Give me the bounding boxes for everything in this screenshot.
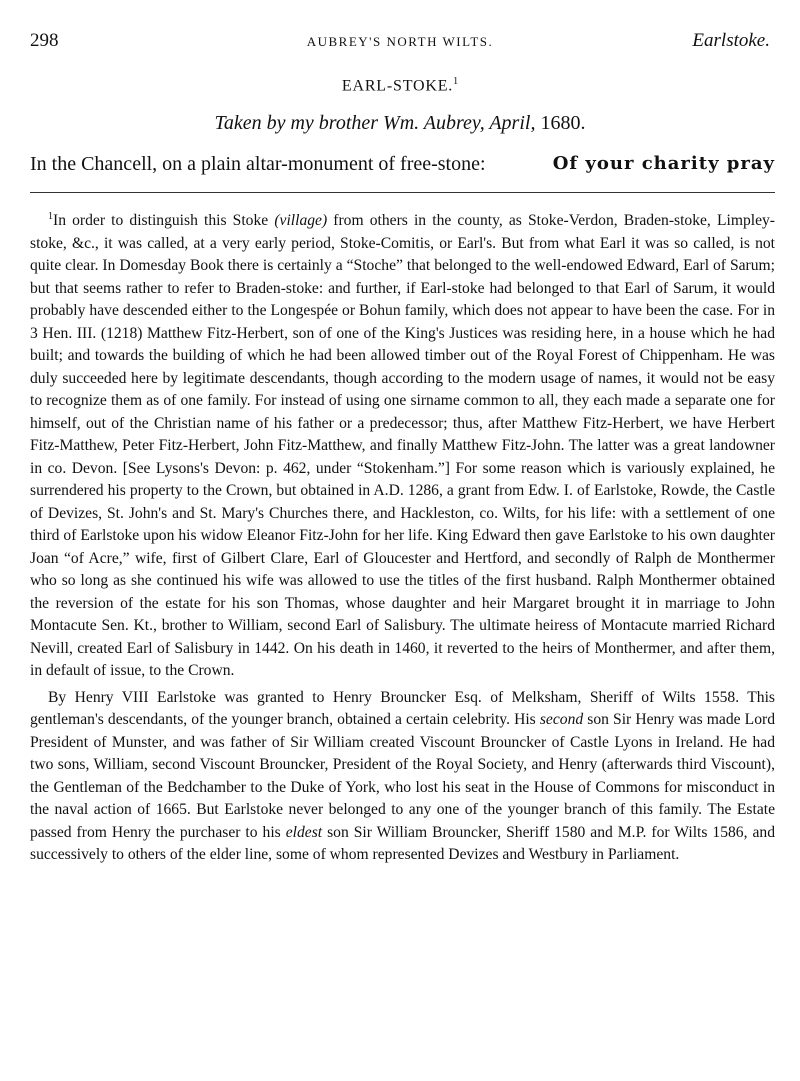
footnote-marker: 1 bbox=[48, 211, 53, 222]
section-heading bbox=[0, 76, 800, 95]
footnote-paragraph-2 bbox=[30, 687, 775, 867]
running-head bbox=[30, 30, 770, 56]
heading-footnote-marker: 1 bbox=[453, 76, 459, 87]
footnote-p2-second: second bbox=[539, 711, 584, 729]
footnote bbox=[30, 206, 775, 867]
intro-line bbox=[30, 153, 775, 176]
footnote-p2-middle: son Sir Henry was made Lord President of Munster, and was father of Sir William created Viscount Brouncker of Castle Lyons in Ireland. He had two sons, William, second Viscount Brouncker, President of the Royal Society, and Henry (afterwards third Viscount), the Gentleman of the Bedchamber to the Duke of York, who lost his seat in the House of Commons for misconduct in the naval action of 1665. But Earlstoke never belonged to any one of the younger branch of this family. The Estate passed from Henry the purchaser to his bbox=[30, 711, 775, 841]
footnote-p2-eldest: eldest bbox=[285, 823, 323, 841]
heading-title: EARL-STOKE. bbox=[341, 77, 454, 95]
footnote-paragraph-1 bbox=[30, 206, 775, 683]
footnote-p1-village: (village) bbox=[274, 212, 328, 230]
intro-text: In the Chancell, on a plain altar-monument of free-stone: bbox=[30, 153, 486, 175]
page-number: 298 bbox=[30, 30, 59, 51]
subheading-prefix: Taken by my brother Wm. Aubrey, April, bbox=[214, 112, 536, 134]
subheading-year: 1680. bbox=[540, 112, 586, 134]
intro-blackletter: Of your charity pray bbox=[552, 153, 775, 174]
footnote-divider bbox=[30, 192, 775, 193]
footnote-p2-start: By Henry VIII Earlstoke was granted to Henry Brouncker Esq. of Melksham, Sheriff of Wilts 1558. This gentleman's descendants, of the younger branch, obtained a certain celebrity. His bbox=[30, 688, 775, 729]
running-title: AUBREY'S NORTH WILTS. bbox=[306, 34, 494, 49]
subheading bbox=[0, 112, 800, 135]
section-tag: Earlstoke. bbox=[692, 30, 770, 51]
footnote-p2-end: son Sir William Brouncker, Sheriff 1580 and M.P. for Wilts 1586, and successively to others of the elder line, some of whom represented Devizes and Westbury in Parliament. bbox=[30, 823, 775, 864]
footnote-p1-start: In order to distinguish this Stoke bbox=[53, 212, 275, 230]
footnote-p1-rest: from others in the county, as Stoke-Verdon, Braden-stoke, Limpley-stoke, &c., it was called, at a very early period, Stoke-Comitis, or Earl's. But from what Earl it was so called, is not quite clear. In Domesday Book there is certainly a “Stoche” that belonged to the well-endowed Edward, Earl of Sarum; but that seems rather to refer to Braden-stoke: and further, if Earl-stoke had belonged to that Earl of Sarum, it would probably have descended either to the Longespée or Bohun family, which does not appear to have been the case. For in 3 Hen. III. (1218) Matthew Fitz-Herbert, son of one of the King's Justices was residing here, in a house which he had built; and towards the building of which he had been allowed timber out of the Royal Forest of Chippenham. He was duly succeeded here by legitimate descendants, though according to the modern usage of names, it would not be easy to recognize them as of one family. For instead of using one sirname common to all, they each made a separate one for himself, out of the Christian name of his father or a predecessor; thus, after Matthew Fitz-Herbert, we have Herbert Fitz-Matthew, Peter Fitz-Herbert, John Fitz-Matthew, and finally Matthew Fitz-John. The latter was a great landowner in co. Devon. [See Lysons's Devon: p. 462, under “Stokenham.”] For some reason which is variously explained, he surrendered his property to the Crown, but obtained in A.D. 1286, a grant from Edw. I. of Earlstoke, Rowde, the Castle of Devizes, St. John's and St. Mary's Churches there, and Hackleston, co. Wilts, for his life: with a settlement of one third of Earlstoke upon his widow Eleanor Fitz-John for her life. King Edward then gave Earlstoke to his own daughter Joan “of Acre,” wife, first of Gilbert Clare, Earl of Gloucester and Hertford, and secondly of Ralph de Monthermer who so long as she continued his wife was allowed to use the titles of the first husband. Ralph Monthermer obtained the reversion of the estate for his son Thomas, whose daughter and heir Margaret brought it in marriage to John Montacute Sen. Kt., brother to William, second Earl of Salisbury. The ultimate heiress of Montacute married Richard Nevill, created Earl of Salisbury in 1442. On his death in 1460, it reverted to the heirs of Monthermer, and after them, in default of issue, to the Crown. bbox=[30, 212, 775, 680]
